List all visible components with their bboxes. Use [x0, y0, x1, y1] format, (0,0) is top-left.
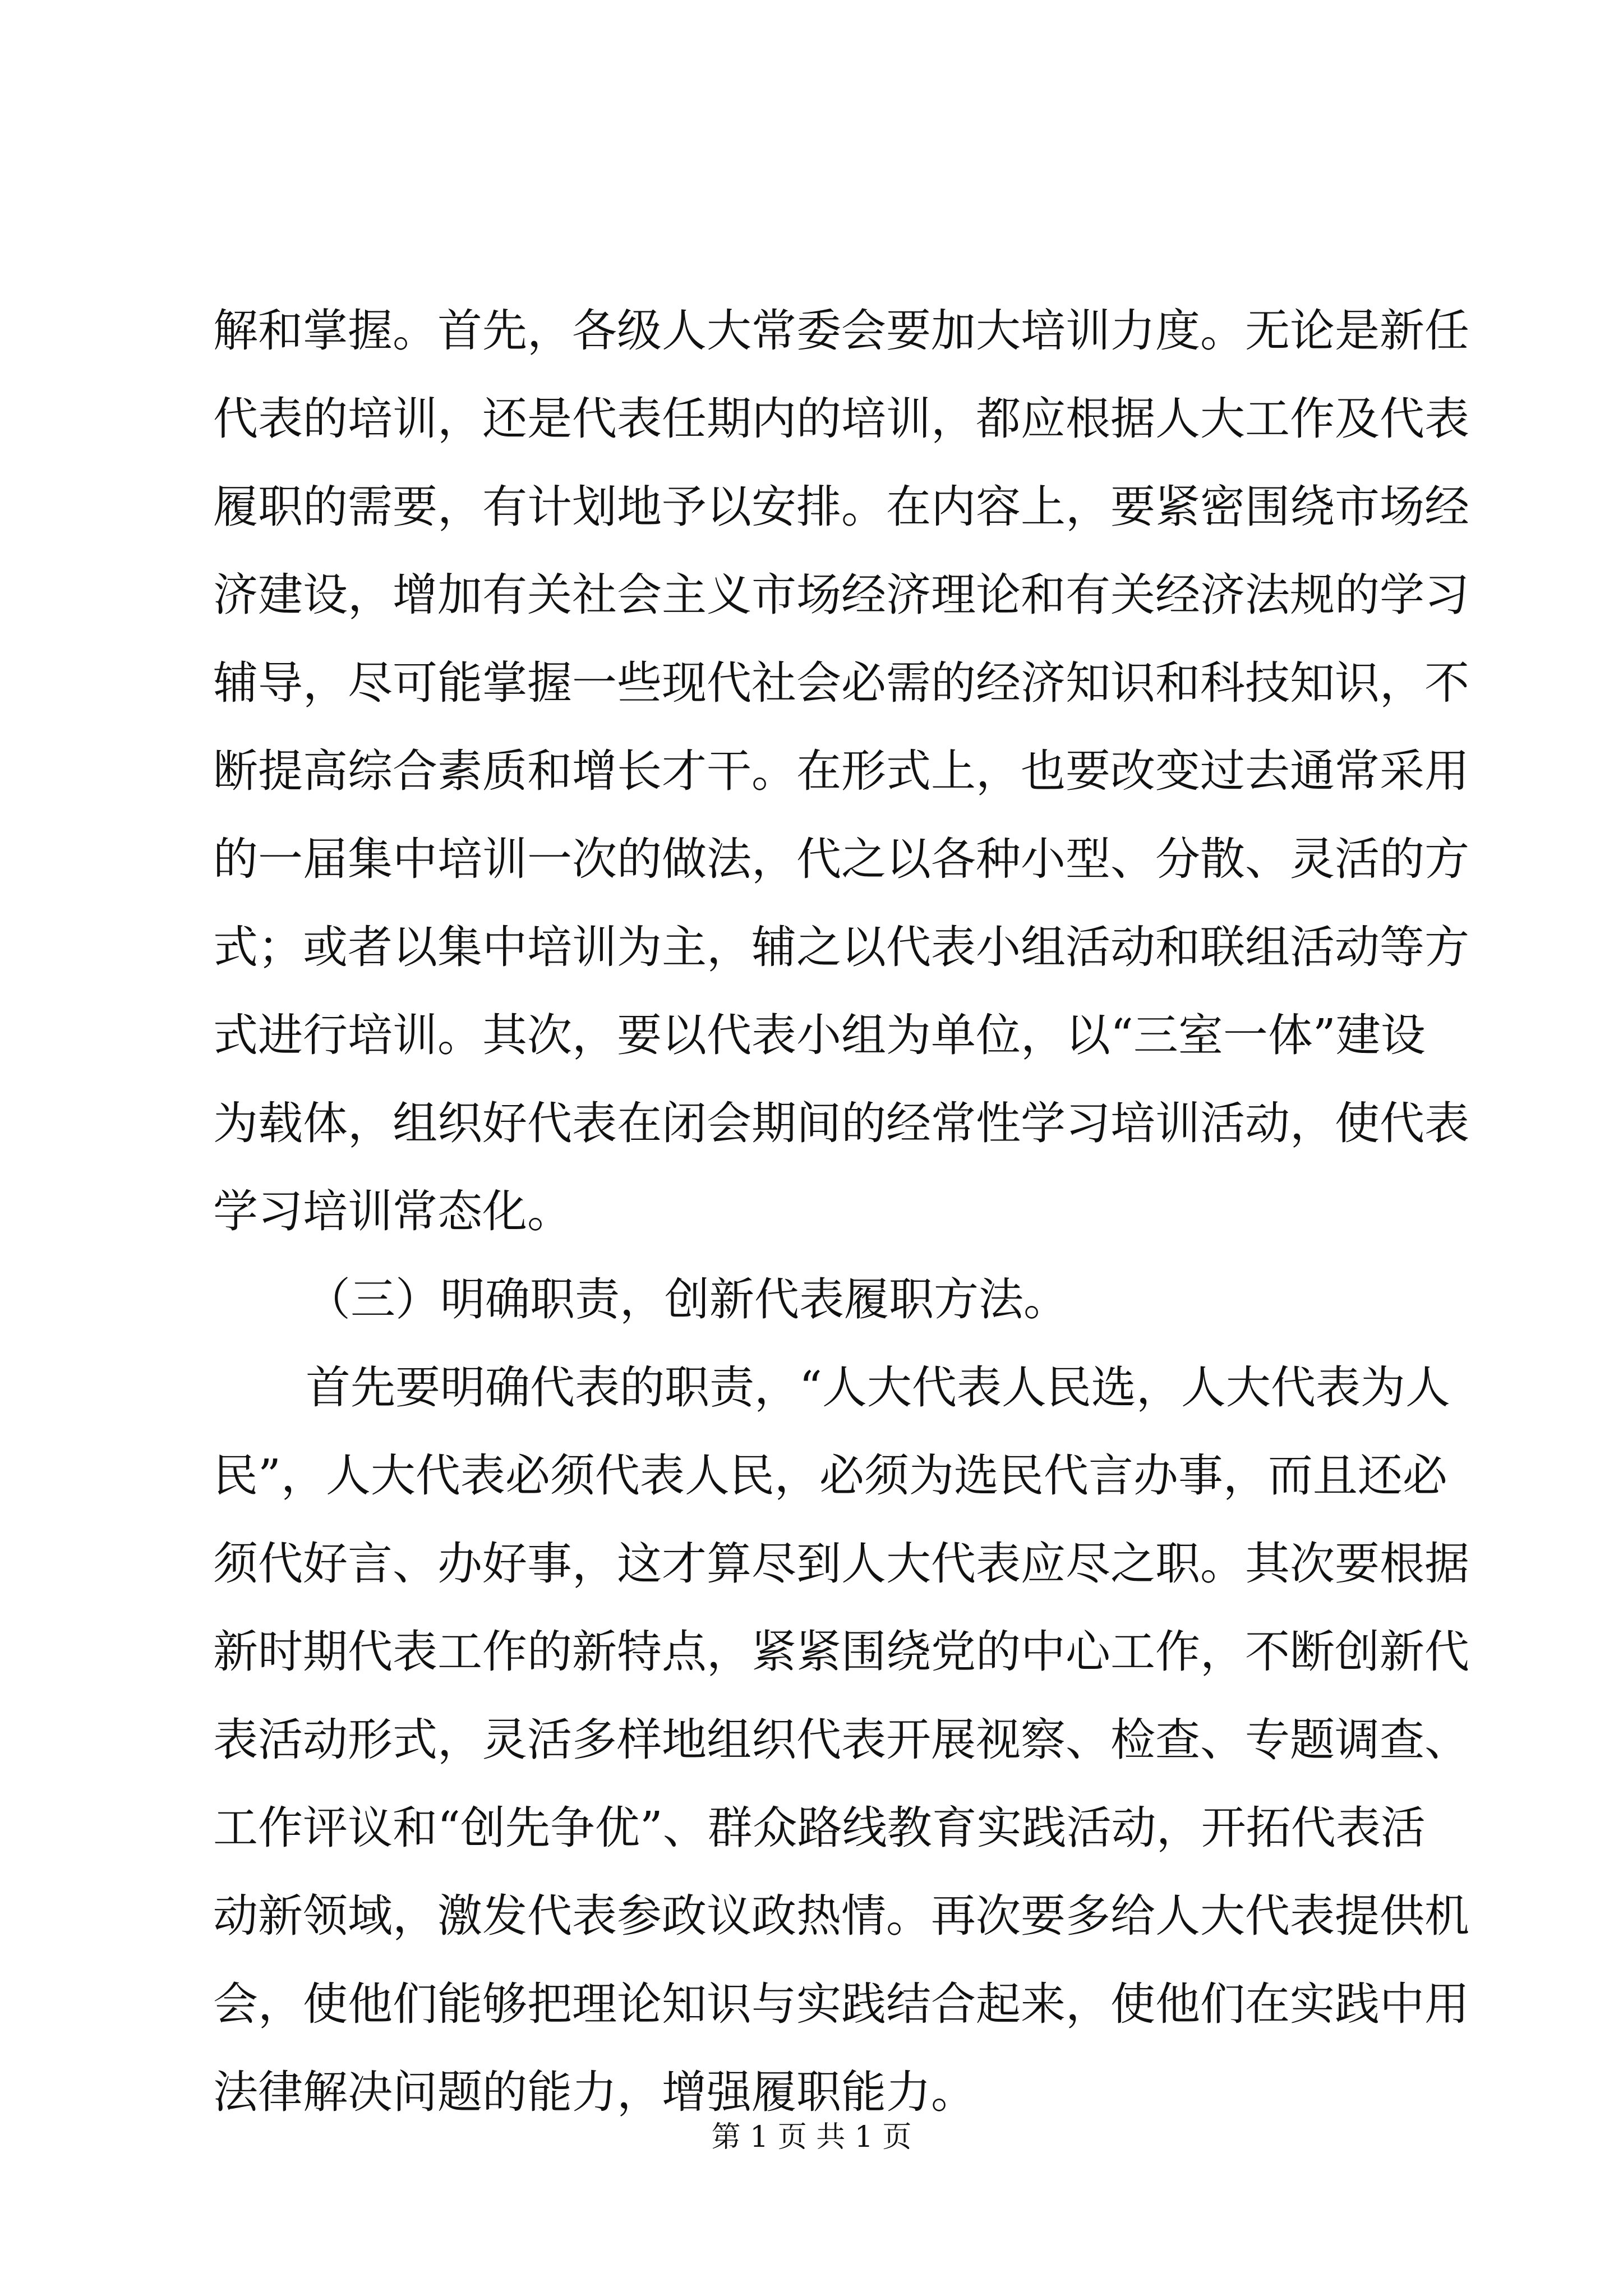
body-line: 表活动形式，灵活多样地组织代表开展视察、检查、专题调查、 — [213, 1714, 1469, 1766]
body-line: 式；或者以集中培训为主，辅之以代表小组活动和联组活动等方 — [213, 921, 1469, 973]
body-line: 工作评议和“创先争优”、群众路线教育实践活动，开拓代表活 — [213, 1802, 1426, 1854]
page-number-footer: 第 1 页 共 1 页 — [711, 2120, 912, 2154]
body-line: 须代好言、办好事，这才算尽到人大代表应尽之职。其次要根据 — [213, 1538, 1469, 1590]
body-line: 解和掌握。首先，各级人大常委会要加大培训力度。无论是新任 — [213, 305, 1469, 357]
body-line: 断提高综合素质和增长才干。在形式上，也要改变过去通常采用 — [213, 745, 1469, 797]
body-line: 首先要明确代表的职责，“人大代表人民选，人大代表为人 — [306, 1361, 1450, 1414]
body-line: 代表的培训，还是代表任期内的培训，都应根据人大工作及代表 — [213, 393, 1469, 445]
body-line: 法律解决问题的能力，增强履职能力。 — [213, 2066, 976, 2118]
body-line: 辅导，尽可能掌握一些现代社会必需的经济知识和科技知识，不 — [213, 657, 1469, 709]
body-line: 履职的需要，有计划地予以安排。在内容上，要紧密围绕市场经 — [213, 481, 1469, 533]
body-line: 为载体，组织好代表在闭会期间的经常性学习培训活动，使代表 — [213, 1097, 1469, 1149]
body-line: 济建设，增加有关社会主义市场经济理论和有关经济法规的学习 — [213, 569, 1469, 621]
body-line: 的一届集中培训一次的做法，代之以各种小型、分散、灵活的方 — [213, 833, 1469, 885]
body-line: 学习培训常态化。 — [213, 1185, 572, 1237]
body-line: 民”，人大代表必须代表人民，必须为选民代言办事，而且还必 — [213, 1450, 1447, 1502]
section-heading: （三）明确职责，创新代表履职方法。 — [306, 1273, 1068, 1326]
body-line: 会，使他们能够把理论知识与实践结合起来，使他们在实践中用 — [213, 1978, 1469, 2030]
body-line: 动新领域，激发代表参政议政热情。再次要多给人大代表提供机 — [213, 1890, 1469, 1942]
body-line: 式进行培训。其次，要以代表小组为单位，以“三室一体”建设 — [213, 1009, 1426, 1061]
body-line: 新时期代表工作的新特点，紧紧围绕党的中心工作，不断创新代 — [213, 1626, 1469, 1678]
